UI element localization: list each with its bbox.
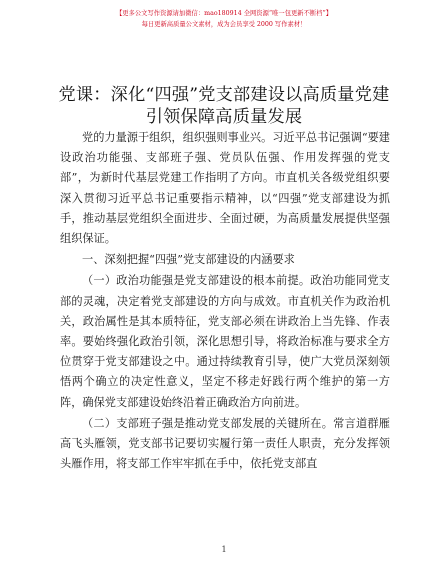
body-paragraph: （一）政治功能强是党支部建设的根本前提。政治功能同党支部的灵魂，决定着党支部建设的方向与成效。市直机关作为政治机关，政治属性是其本质特征，党支部必须在讲政治上当先锋、作表率。要始终强化政治引领，深化思想引导，将政治标准与要求全方位贯穿于党支部建设之中。通过持续教育引导，使广大党员深刻领悟两个确立的决定性意义，坚定不移走好践行两个维护的第一方阵，确保党支部建设始终沿着正确政治方向前进。 [60, 274, 390, 409]
promo-banner-line-1: 【更多公文写作资源请加微信：mao180914 全网资源“唯一包更新不断档”】 [115, 10, 332, 17]
document-body [60, 128, 390, 475]
promo-banner-line-2: 每日更新高质量公文素材，成为会员享受 2000 写作素材！ [141, 21, 307, 28]
document-title [0, 84, 448, 128]
intro-paragraph: 党的力量源于组织，组织强则事业兴。习近平总书记强调“要建设政治功能强、支部班子强、党员队伍强、作用发挥强的党支部”，为新时代基层党建工作指明了方向。市直机关各级党组织要深入贯彻习近平总书记重要指示精神，以“四强”党支部建设为抓手，推动基层党组织全面进步、全面过硬，为高质量发展提供坚强组织保证。 [60, 131, 390, 246]
section-heading: 一、深刻把握“四强”党支部建设的内涵要求 [82, 253, 295, 267]
title-line-1: 党课：深化“四强”党支部建设以高质量党建 [58, 85, 390, 105]
page-number: 1 [221, 545, 227, 554]
title-line-2: 引领保障高质量发展 [145, 107, 303, 127]
promo-banner [0, 8, 448, 30]
body-paragraph: （二）支部班子强是推动党支部发展的关键所在。常言道群雁高飞头雁领，党支部书记要切实履行第一责任人职责，充分发挥领头雁作用，将支部工作牢牢抓在手中，依托党支部直 [60, 416, 390, 471]
